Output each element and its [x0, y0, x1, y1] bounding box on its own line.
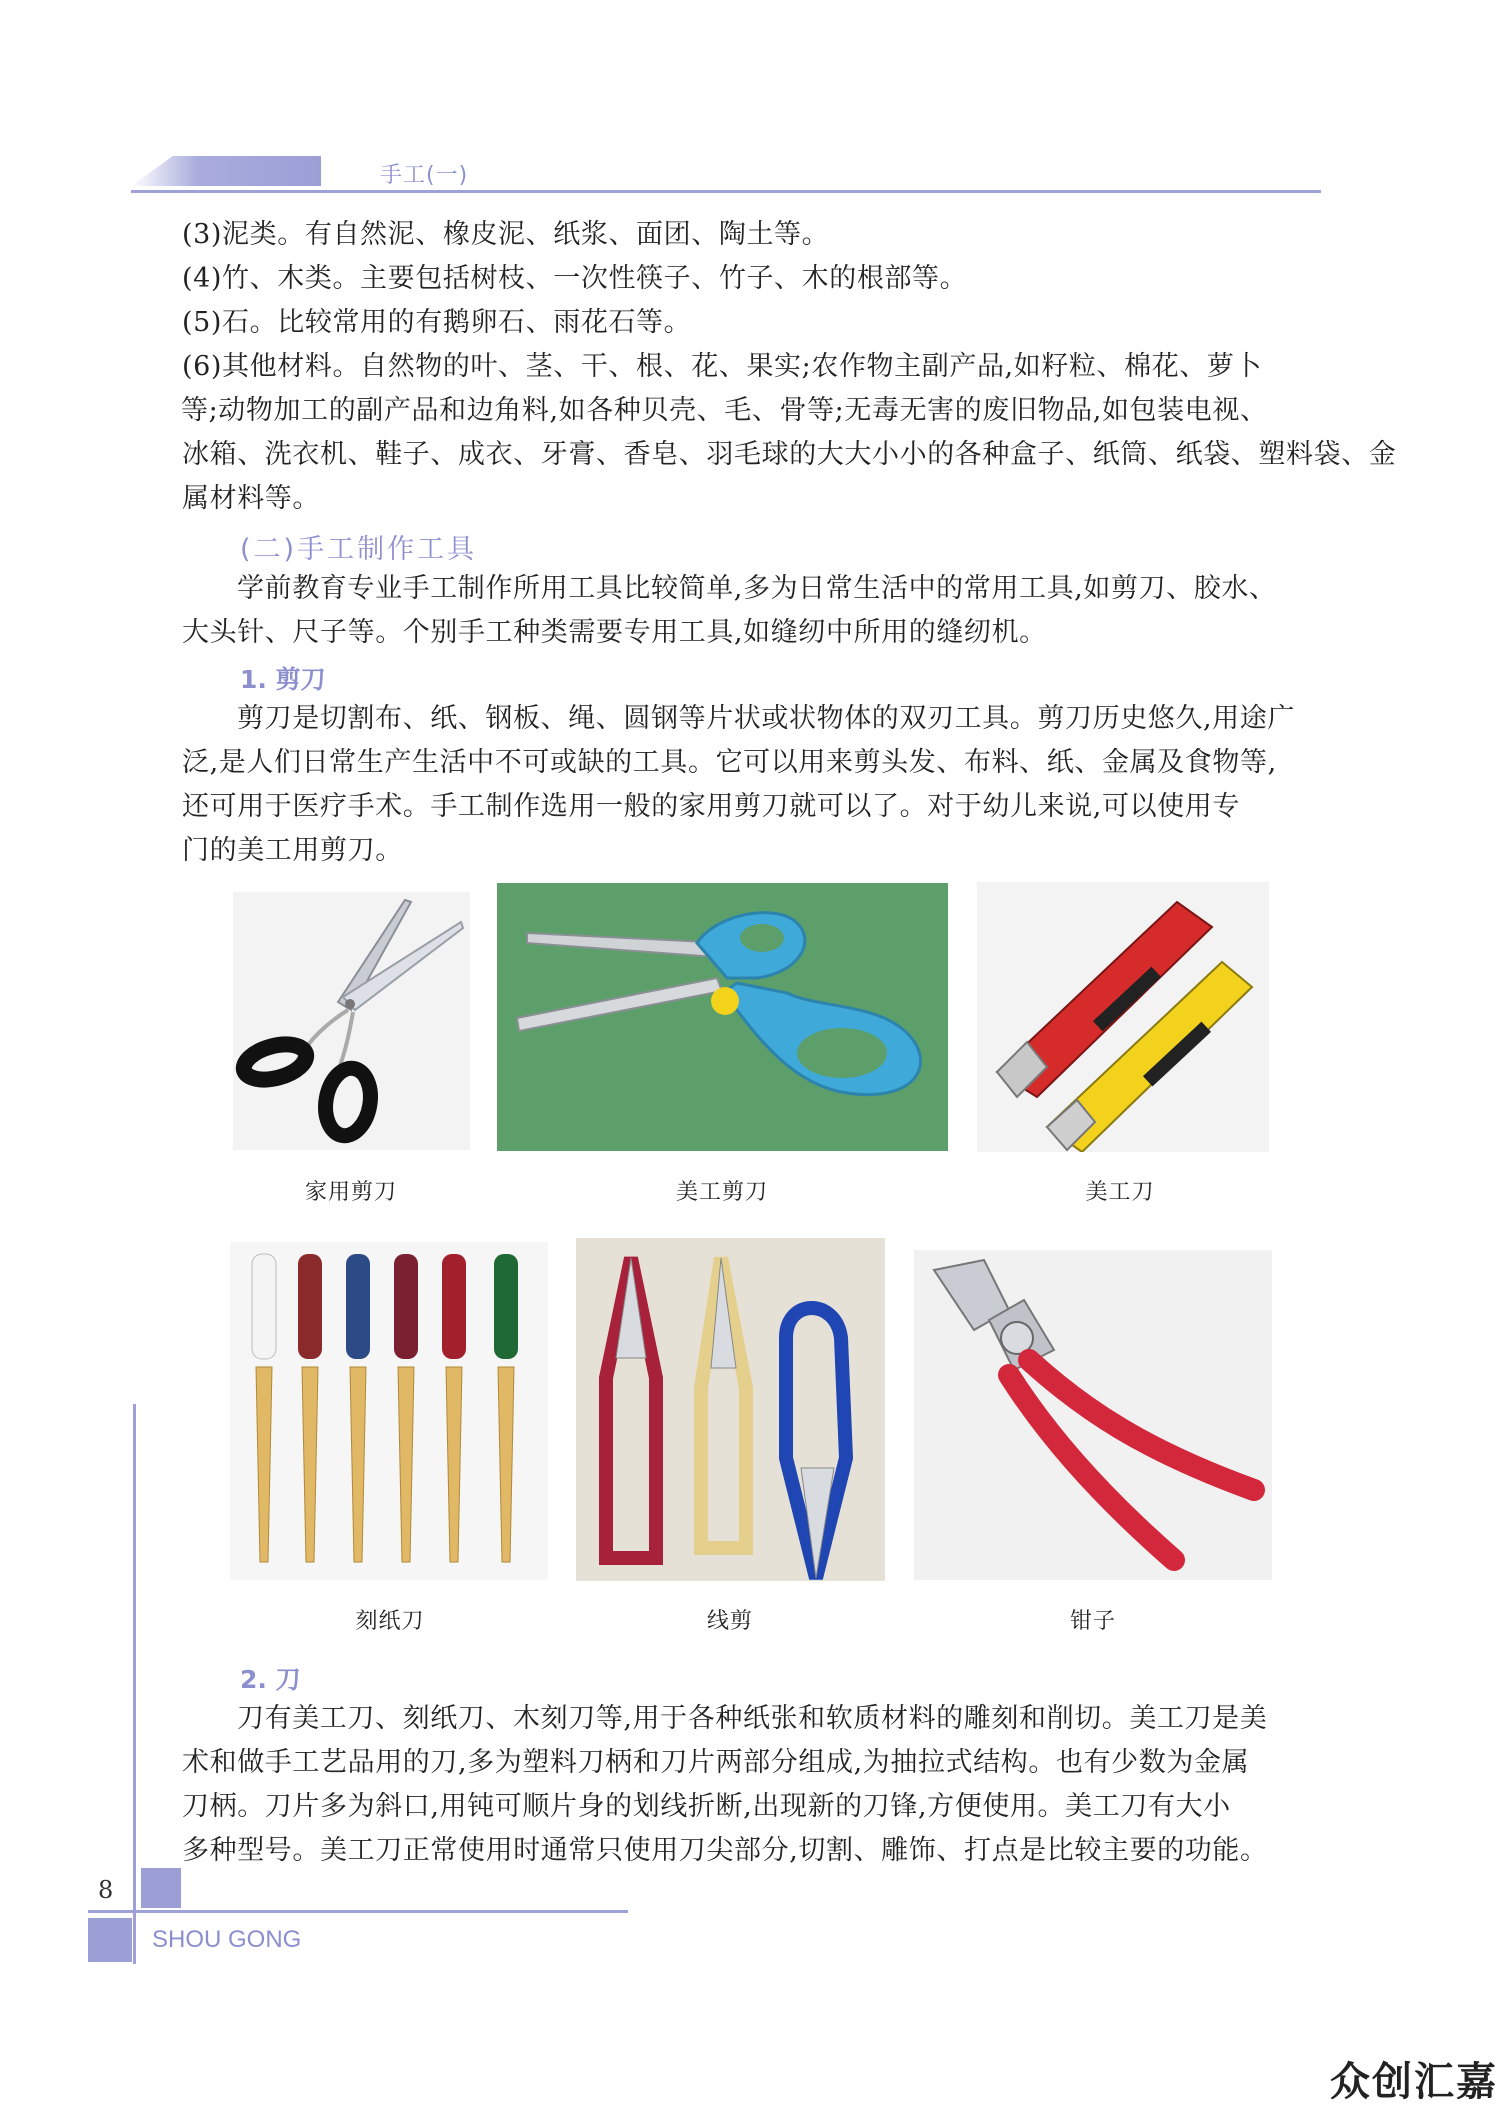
text-line: 多种型号。美工刀正常使用时通常只使用刀尖部分,切割、雕饰、打点是比较主要的功能。	[182, 1835, 1268, 1866]
text-line: 术和做手工艺品用的刀,多为塑料刀柄和刀片两部分组成,为抽拉式结构。也有少数为金属	[182, 1747, 1250, 1778]
page-number: 8	[98, 1876, 114, 1904]
household-scissors-image	[233, 892, 470, 1150]
text-line: (4)竹、木类。主要包括树枝、一次性筷子、竹子、木的根部等。	[182, 263, 968, 294]
caption-paper-knife: 刻纸刀	[355, 1609, 425, 1634]
section-heading-tools: (二)手工制作工具	[240, 534, 478, 565]
header-band	[131, 156, 321, 186]
paper-knife-image	[230, 1242, 548, 1580]
text-line: 门的美工用剪刀。	[182, 835, 403, 866]
text-line: (6)其他材料。自然物的叶、茎、干、根、花、果实;农作物主副产品,如籽粒、棉花、萝卜	[182, 351, 1263, 382]
footer-square-lower	[88, 1918, 132, 1962]
paragraph-stone	[182, 301, 1320, 345]
footer-square-upper	[141, 1868, 181, 1908]
paragraph-bamboo-wood	[182, 257, 1320, 301]
art-scissors-image	[497, 883, 948, 1151]
paragraph-clay	[182, 213, 1320, 257]
footer-brand: SHOU GONG	[152, 1926, 302, 1953]
caption-art-scissors: 美工剪刀	[675, 1180, 768, 1205]
caption-household-scissors: 家用剪刀	[304, 1180, 397, 1205]
caption-pliers: 钳子	[1069, 1609, 1116, 1634]
text-line: 还可用于医疗手术。手工制作选用一般的家用剪刀就可以了。对于幼儿来说,可以使用专	[182, 791, 1240, 822]
text-line: 属材料等。	[182, 483, 320, 514]
text-line: 等;动物加工的副产品和边角料,如各种贝壳、毛、骨等;无毒无害的废旧物品,如包装电视、	[181, 395, 1268, 426]
paragraph-scissors	[182, 697, 1320, 873]
header-rule	[131, 190, 1321, 193]
text-line: 冰箱、洗衣机、鞋子、成衣、牙膏、香皂、羽毛球的大大小小的各种盒子、纸筒、纸袋、塑料袋、金	[182, 439, 1397, 470]
text-line: (3)泥类。有自然泥、橡皮泥、纸浆、面团、陶土等。	[182, 219, 830, 250]
text-line: 刀有美工刀、刻纸刀、木刻刀等,用于各种纸张和软质材料的雕刻和削切。美工刀是美	[237, 1703, 1268, 1734]
paragraph-knife	[182, 1697, 1320, 1873]
caption-thread-scissors: 线剪	[706, 1609, 753, 1634]
text-line: (5)石。比较常用的有鹅卵石、雨花石等。	[182, 307, 692, 338]
text-line: 剪刀是切割布、纸、钢板、绳、圆钢等片状或状物体的双刃工具。剪刀历史悠久,用途广	[237, 703, 1295, 734]
caption-utility-knife: 美工刀	[1085, 1180, 1155, 1205]
paragraph-tools-intro	[182, 567, 1320, 655]
paragraph-other-materials	[181, 345, 1397, 521]
utility-knife-image	[977, 882, 1269, 1152]
subheading-knife: 2. 刀	[240, 1665, 301, 1694]
pliers-image	[914, 1250, 1272, 1580]
thread-scissors-image	[576, 1238, 885, 1581]
text-line: 刀柄。刀片多为斜口,用钝可顺片身的划线折断,出现新的刀锋,方便使用。美工刀有大小	[182, 1791, 1231, 1822]
subheading-scissors: 1. 剪刀	[240, 665, 326, 694]
text-line: 泛,是人们日常生产生活中不可或缺的工具。它可以用来剪头发、布料、纸、金属及食物等,	[182, 747, 1277, 778]
text-line: 大头针、尺子等。个别手工种类需要专用工具,如缝纫中所用的缝纫机。	[182, 617, 1047, 648]
text-line: 学前教育专业手工制作所用工具比较简单,多为日常生活中的常用工具,如剪刀、胶水、	[237, 573, 1277, 604]
header-title: 手工(一)	[380, 163, 469, 188]
watermark: 众创汇嘉	[1330, 2059, 1498, 2105]
footer-rule	[88, 1910, 628, 1913]
footer-vertical-rule	[133, 1404, 136, 1964]
